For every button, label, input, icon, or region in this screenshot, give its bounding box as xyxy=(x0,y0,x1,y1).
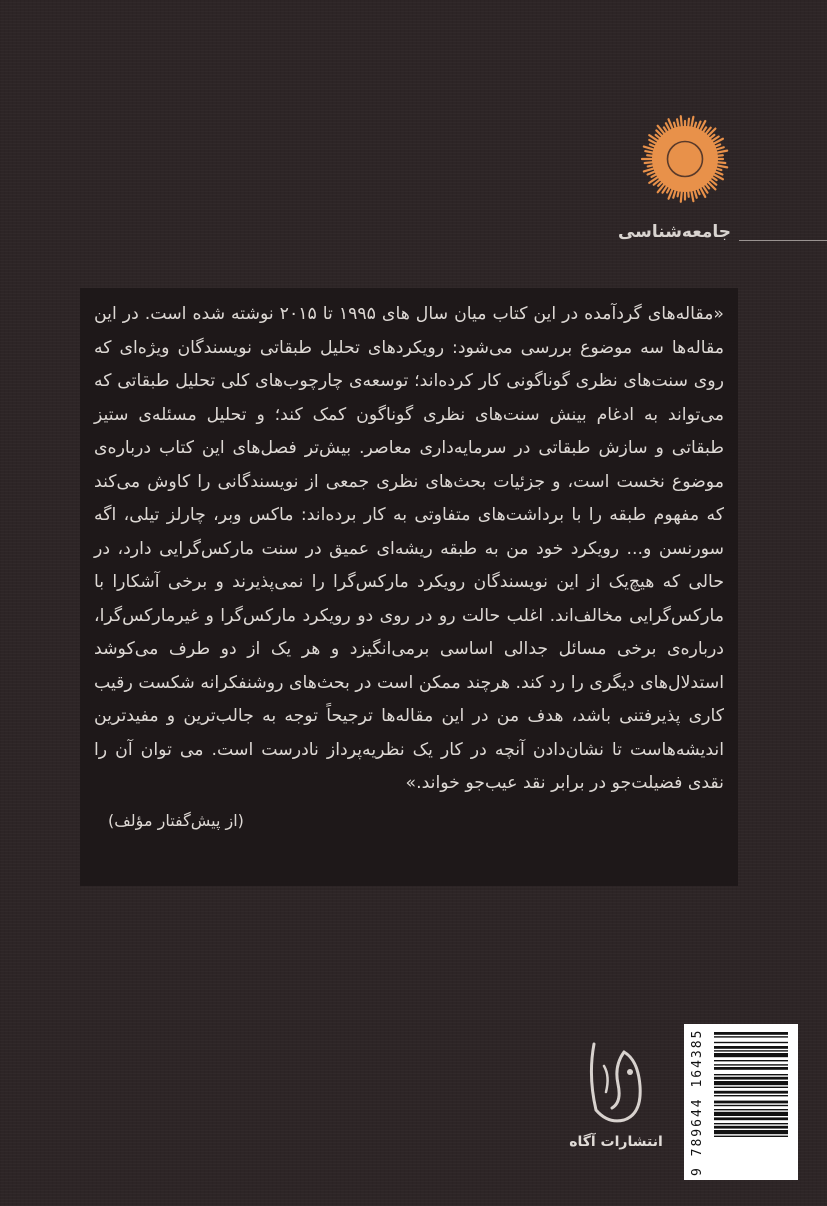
category-rule xyxy=(739,240,827,241)
blurb-attribution: (از پیش‌گفتار مؤلف) xyxy=(108,810,244,830)
publisher-logo-icon xyxy=(584,1036,648,1126)
category-label: جامعه‌شناسی xyxy=(617,222,731,242)
publisher-name: انتشارات آگاه xyxy=(569,1134,663,1150)
blurb-panel xyxy=(80,288,738,886)
sun-emblem-icon xyxy=(638,112,732,206)
isbn-number: 9 789644 164385 xyxy=(690,1028,705,1176)
blurb-text: «مقاله‌های گردآمده در این کتاب میان سال های ۱۹۹۵ تا ۲۰۱۵ نوشته شده است. در این مقاله‌ها سه موضوع بررسی می‌شود: رویکردهای تحلیل طبقاتی نویسندگان ویژه‌ای که روی سنت‌های نظری گوناگونی کار کرده‌اند؛ توسعه‌ی چارچوب‌های کلی تحلیل طبقاتی که می‌تواند به ادغام بینش سنت‌های نظری گوناگون کمک کند؛ و تحلیل مسئله‌ی ستیز طبقاتی و سازش طبقاتی در سرمایه‌داری معاصر. بیش‌تر فصل‌های این کتاب درباره‌ی موضوع نخست است، و جزئیات بحث‌های نظری جمعی از نویسندگانی را کاوش می‌کند که مفهوم طبقه را با برداشت‌های متفاوتی به کار برده‌اند: ماکس وبر، چارلز تیلی، اگه سورنسن و... رویکرد خود من به طبقه ریشه‌ای عمیق در سنت مارکس‌گرایی دارد، در حالی که هیچ‌یک از این نویسندگان رویکرد مارکس‌گرا را نمی‌پذیرند و برخی آشکارا با مارکس‌گرایی مخالف‌اند. اغلب حالت رو در روی دو رویکرد مارکس‌گرا و غیرمارکس‌گرا، درباره‌ی برخی مسائل جدالی اساسی برمی‌انگیزد و هر یک از دو طرف می‌کوشد استدلال‌های دیگری را رد کند. هرچند ممکن است در بحث‌های روشنفکرانه شکست رقیب کاری پذیرفتنی باشد، هدف من در این مقاله‌ها ترجیحاً توجه به جالب‌ترین و مفیدترین اندیشه‌هاست تا نشان‌دادن آنچه در کار یک نظریه‌پرداز نادرست است. می توان آن را نقدی فضیلت‌جو در برابر نقد عیب‌جو خواند.» xyxy=(94,304,725,793)
isbn-barcode xyxy=(684,1024,798,1180)
